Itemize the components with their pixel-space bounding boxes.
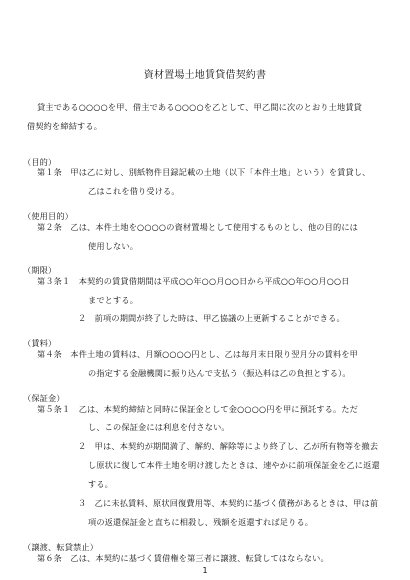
intro-line-1: 貸主である○○○○を甲、借主である○○○○を乙として、甲乙間に次のとおり土地賃貸 bbox=[37, 102, 362, 112]
article-5-line-7: 項の返還保証金と直ちに相殺し、残額を返還すれば足りる。 bbox=[88, 517, 314, 527]
article-5-line-5: する。 bbox=[88, 479, 114, 489]
article-4-line-1: 第４条 本件土地の賃料は、月額○○○○円とし、乙は毎月末日限り翌月分の賃料を甲 bbox=[37, 349, 358, 359]
article-5-line-3: ２ 甲は、本契約が期間満了、解約、解除等により終了し、乙が所有物等を撤去 bbox=[78, 441, 379, 451]
article-2-line-1: 第２条 乙は、本件土地を○○○○の資材置場として使用するものとし、他の目的には bbox=[37, 222, 358, 232]
article-5-line-6: ３ 乙に未払賃料、原状回復費用等、本契約に基づく債務があるときは、甲は前 bbox=[78, 498, 379, 508]
article-2-line-2: 使用しない。 bbox=[88, 241, 139, 251]
article-5-line-1: 第５条１ 乙は、本契約締結と同時に保証金として金○○○○円を甲に預託する。ただ bbox=[37, 404, 358, 414]
article-6-line-1: 第６条 乙は、本契約に基づく賃借権を第三者に譲渡、転貸してはならない。 bbox=[37, 553, 329, 563]
article-3-line-3: ２ 前項の期間が終了した時は、甲乙協議の上更新することができる。 bbox=[78, 313, 345, 323]
section-heading-rent: （賃料） bbox=[23, 338, 57, 348]
article-5-line-2: し、この保証金には利息を付さない。 bbox=[88, 422, 230, 432]
section-heading-usage: （使用目的） bbox=[23, 211, 74, 221]
section-heading-assignment: （譲渡、転貸禁止） bbox=[23, 542, 99, 552]
intro-line-2: 借契約を締結する。 bbox=[27, 121, 103, 131]
article-3-line-2: までとする。 bbox=[88, 295, 139, 305]
article-1-line-2: 乙はこれを借り受ける。 bbox=[88, 186, 180, 196]
article-3-line-1: 第３条１ 本契約の賃貸借期間は平成○○年○○月○○日から平成○○年○○月○○日 bbox=[37, 276, 350, 286]
article-1-line-1: 第１条 甲は乙に対し、別紙物件目録記載の土地（以下「本件土地」という）を賃貸し、 bbox=[37, 167, 371, 177]
section-heading-term: （期限） bbox=[23, 265, 57, 275]
article-4-line-2: の指定する金融機関に振り込んで支払う（振込料は乙の負担とする）。 bbox=[88, 368, 351, 378]
document-title: 資材置場土地賃貸借契約書 bbox=[143, 70, 267, 81]
article-5-line-4: し原状に復して本件土地を明け渡したときは、速やかに前項保証金を乙に返還 bbox=[88, 460, 380, 470]
section-heading-deposit: （保証金） bbox=[23, 393, 65, 403]
section-heading-purpose: （目的） bbox=[23, 157, 57, 167]
page-number: 1 bbox=[202, 566, 208, 575]
